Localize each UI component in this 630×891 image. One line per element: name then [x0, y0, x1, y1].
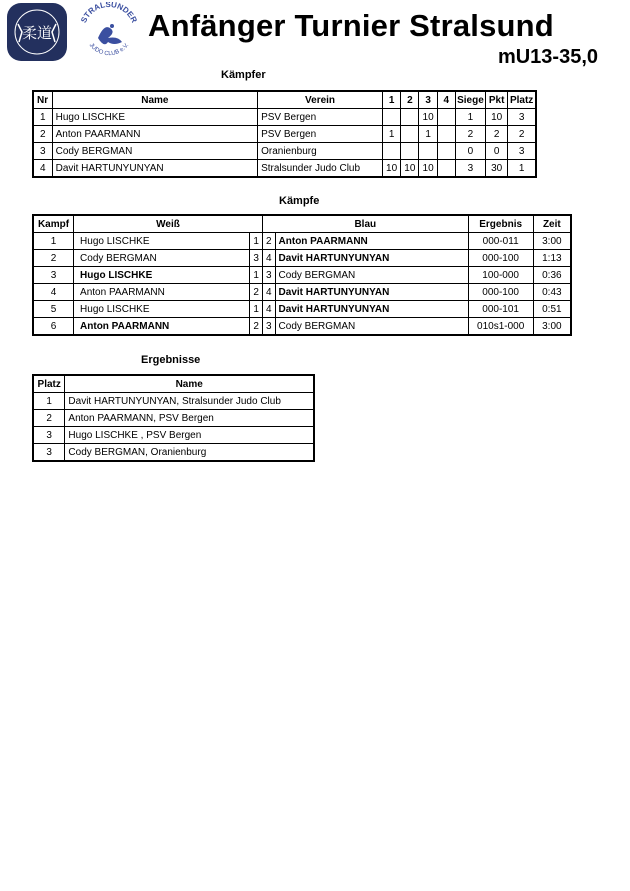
- kaempfe-header-row: [33, 215, 571, 233]
- cell-blau-nr: 4: [262, 284, 275, 301]
- cell-weiss: Anton PAARMANN: [74, 284, 250, 301]
- cell-siege: 0: [455, 143, 485, 160]
- judo-federation-logo: [6, 2, 68, 62]
- cell-name: Davit HARTUNYUNYAN: [52, 160, 257, 178]
- cell-blau: Davit HARTUNYUNYAN: [275, 284, 468, 301]
- cell-zeit: 0:51: [533, 301, 571, 318]
- col-header-r2: 2: [401, 91, 419, 109]
- cell-platz: 3: [508, 109, 536, 126]
- cell-weiss: Cody BERGMAN: [74, 250, 250, 267]
- col-header-kampf: Kampf: [33, 215, 74, 233]
- cell-nr: 1: [33, 109, 52, 126]
- col-header-name: Name: [52, 91, 257, 109]
- cell-weiss-nr: 2: [250, 284, 263, 301]
- cell-r4: [437, 160, 455, 178]
- cell-verein: PSV Bergen: [258, 109, 383, 126]
- cell-nr: 2: [33, 126, 52, 143]
- cell-blau-nr: 4: [262, 250, 275, 267]
- page-title: Anfänger Turnier Stralsund: [148, 8, 554, 43]
- cell-zeit: 1:13: [533, 250, 571, 267]
- cell-name: Davit HARTUNYUNYAN, Stralsunder Judo Club: [65, 393, 314, 410]
- table-row: [33, 318, 571, 336]
- cell-name: Anton PAARMANN, PSV Bergen: [65, 410, 314, 427]
- kaempfer-header-row: [33, 91, 536, 109]
- ergebnisse-header-row: [33, 375, 314, 393]
- kaempfer-title: Kämpfer: [221, 69, 266, 81]
- cell-kampf: 3: [33, 267, 74, 284]
- ergebnisse-table: [32, 374, 315, 462]
- logo-top-text: STRALSUNDER: [79, 2, 139, 25]
- cell-r1: 1: [382, 126, 400, 143]
- col-header-pkt: Pkt: [486, 91, 508, 109]
- stralsunder-judo-club-logo: [76, 2, 142, 62]
- table-row: [33, 427, 314, 444]
- table-row: [33, 284, 571, 301]
- cell-r1: [382, 109, 400, 126]
- table-row: [33, 233, 571, 250]
- logo-bottom-text: JUDO CLUB e.V.: [87, 42, 131, 58]
- cell-platz: 1: [508, 160, 536, 178]
- cell-platz: 3: [508, 143, 536, 160]
- cell-r1: 10: [382, 160, 400, 178]
- kaempfer-table: [32, 90, 537, 178]
- cell-weiss: Hugo LISCHKE: [74, 301, 250, 318]
- cell-weiss: Hugo LISCHKE: [74, 267, 250, 284]
- logo-kanji: 柔道: [21, 24, 53, 42]
- cell-blau-nr: 3: [262, 318, 275, 336]
- cell-verein: PSV Bergen: [258, 126, 383, 143]
- cell-platz: 3: [33, 444, 65, 462]
- cell-r3: [419, 143, 437, 160]
- cell-zeit: 3:00: [533, 233, 571, 250]
- cell-blau: Cody BERGMAN: [275, 318, 468, 336]
- cell-r4: [437, 109, 455, 126]
- cell-blau: Anton PAARMANN: [275, 233, 468, 250]
- col-header-r1: 1: [382, 91, 400, 109]
- cell-ergebnis: 100-000: [468, 267, 533, 284]
- cell-weiss-nr: 1: [250, 301, 263, 318]
- cell-kampf: 4: [33, 284, 74, 301]
- table-row: [33, 126, 536, 143]
- cell-r4: [437, 143, 455, 160]
- cell-weiss-nr: 1: [250, 233, 263, 250]
- table-row: [33, 250, 571, 267]
- col-header-siege: Siege: [455, 91, 485, 109]
- cell-r2: [401, 126, 419, 143]
- cell-blau-nr: 4: [262, 301, 275, 318]
- cell-pkt: 10: [486, 109, 508, 126]
- table-row: [33, 267, 571, 284]
- ergebnisse-title: Ergebnisse: [141, 354, 201, 366]
- table-row: [33, 143, 536, 160]
- cell-r4: [437, 126, 455, 143]
- cell-kampf: 5: [33, 301, 74, 318]
- cell-weiss: Anton PAARMANN: [74, 318, 250, 336]
- cell-ergebnis: 000-100: [468, 250, 533, 267]
- cell-siege: 2: [455, 126, 485, 143]
- svg-text:JUDO CLUB e.V.: [88, 42, 131, 57]
- cell-kampf: 2: [33, 250, 74, 267]
- cell-weiss-nr: 3: [250, 250, 263, 267]
- cell-name: Anton PAARMANN: [52, 126, 257, 143]
- table-row: [33, 393, 314, 410]
- cell-ergebnis: 010s1-000: [468, 318, 533, 336]
- cell-name: Hugo LISCHKE , PSV Bergen: [65, 427, 314, 444]
- cell-name: Cody BERGMAN: [52, 143, 257, 160]
- cell-zeit: 3:00: [533, 318, 571, 336]
- cell-name: Cody BERGMAN, Oranienburg: [65, 444, 314, 462]
- weight-class: mU13-35,0: [497, 46, 598, 68]
- cell-platz: 2: [508, 126, 536, 143]
- cell-blau: Cody BERGMAN: [275, 267, 468, 284]
- cell-kampf: 1: [33, 233, 74, 250]
- cell-platz: 3: [33, 427, 65, 444]
- cell-ergebnis: 000-101: [468, 301, 533, 318]
- cell-r3: 1: [419, 126, 437, 143]
- cell-blau-nr: 3: [262, 267, 275, 284]
- cell-pkt: 2: [486, 126, 508, 143]
- col-header-ergebnis: Ergebnis: [468, 215, 533, 233]
- col-header-r3: 3: [419, 91, 437, 109]
- cell-platz: 1: [33, 393, 65, 410]
- cell-r1: [382, 143, 400, 160]
- cell-weiss-nr: 1: [250, 267, 263, 284]
- col-header-verein: Verein: [258, 91, 383, 109]
- table-row: [33, 301, 571, 318]
- col-header-blau: Blau: [262, 215, 468, 233]
- cell-verein: Stralsunder Judo Club: [258, 160, 383, 178]
- cell-siege: 3: [455, 160, 485, 178]
- col-header-zeit: Zeit: [533, 215, 571, 233]
- table-row: [33, 160, 536, 178]
- col-header-platz: Platz: [33, 375, 65, 393]
- col-header-weiss: Weiß: [74, 215, 263, 233]
- kaempfe-table: [32, 214, 572, 336]
- cell-r2: [401, 143, 419, 160]
- col-header-name: Name: [65, 375, 314, 393]
- cell-verein: Oranienburg: [258, 143, 383, 160]
- cell-kampf: 6: [33, 318, 74, 336]
- table-row: [33, 109, 536, 126]
- cell-platz: 2: [33, 410, 65, 427]
- cell-ergebnis: 000-100: [468, 284, 533, 301]
- col-header-nr: Nr: [33, 91, 52, 109]
- cell-ergebnis: 000-011: [468, 233, 533, 250]
- table-row: [33, 444, 314, 462]
- col-header-platz: Platz: [508, 91, 536, 109]
- cell-r3: 10: [419, 109, 437, 126]
- cell-nr: 3: [33, 143, 52, 160]
- cell-r3: 10: [419, 160, 437, 178]
- cell-pkt: 0: [486, 143, 508, 160]
- kaempfe-title: Kämpfe: [279, 195, 320, 207]
- cell-r2: 10: [401, 160, 419, 178]
- cell-zeit: 0:36: [533, 267, 571, 284]
- cell-nr: 4: [33, 160, 52, 178]
- col-header-r4: 4: [437, 91, 455, 109]
- cell-blau-nr: 2: [262, 233, 275, 250]
- cell-r2: [401, 109, 419, 126]
- svg-text:STRALSUNDER: [79, 2, 139, 24]
- table-row: [33, 410, 314, 427]
- cell-siege: 1: [455, 109, 485, 126]
- cell-name: Hugo LISCHKE: [52, 109, 257, 126]
- cell-zeit: 0:43: [533, 284, 571, 301]
- cell-weiss: Hugo LISCHKE: [74, 233, 250, 250]
- cell-weiss-nr: 2: [250, 318, 263, 336]
- cell-blau: Davit HARTUNYUNYAN: [275, 301, 468, 318]
- cell-blau: Davit HARTUNYUNYAN: [275, 250, 468, 267]
- cell-pkt: 30: [486, 160, 508, 178]
